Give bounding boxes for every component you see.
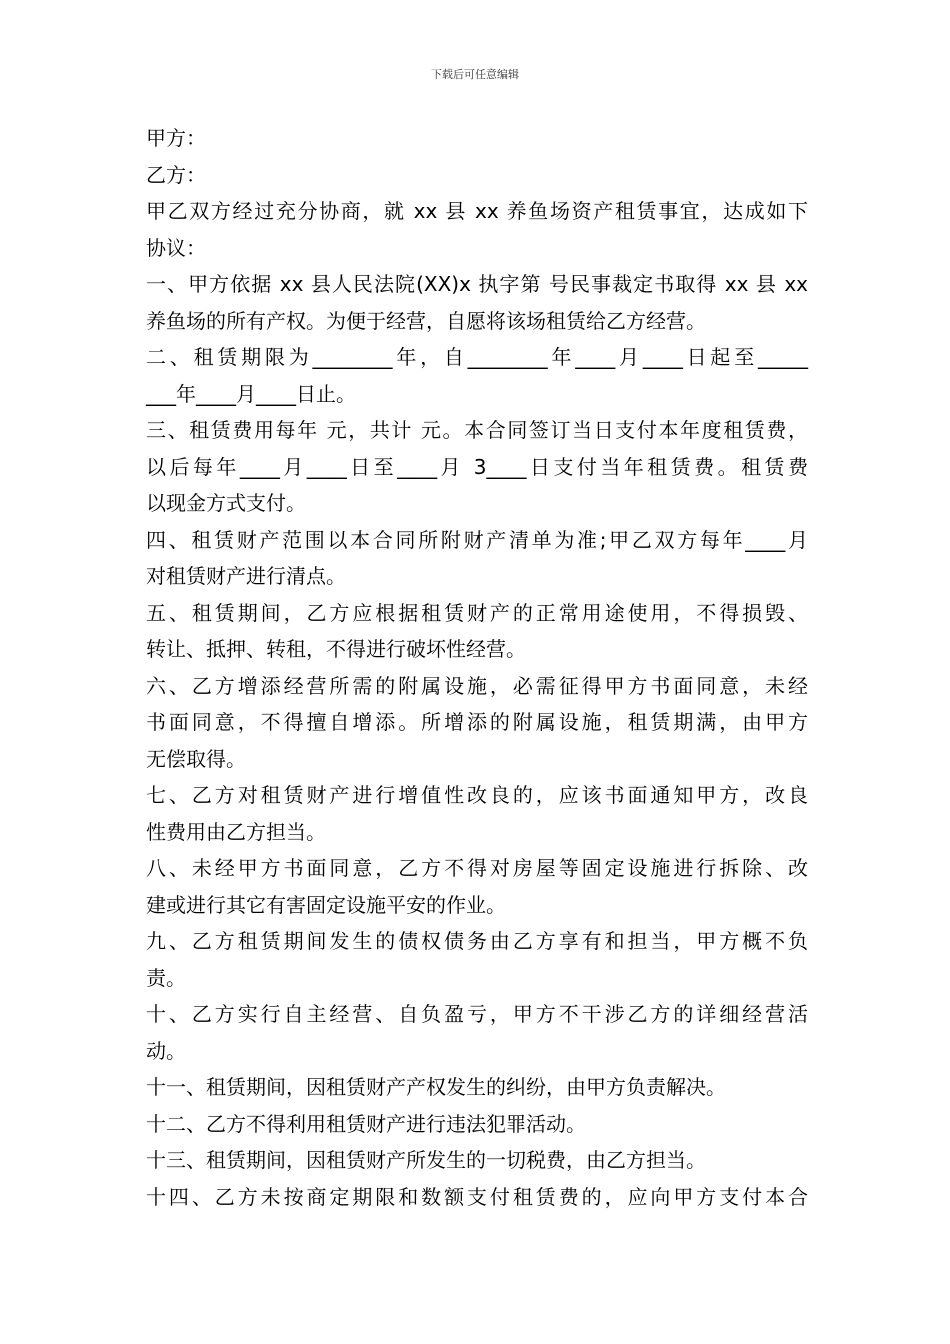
text-line: 以后每年____月____日至____月 3____日支付当年租赁费。租赁费 <box>146 454 808 479</box>
text-line: 九、乙方租赁期间发生的债权债务由乙方享有和担当，甲方概不负 <box>146 929 808 953</box>
text-line: 性费用由乙方担当。 <box>146 819 326 844</box>
text-line: 八、未经甲方书面同意，乙方不得对房屋等固定设施进行拆除、改 <box>146 856 808 880</box>
text-line: 乙方： <box>146 162 206 187</box>
text-line: 三、租赁费用每年 元，共计 元。本合同签订当日支付本年度租赁费， <box>146 418 808 442</box>
page-header: 下载后可任意编辑 <box>431 68 519 81</box>
text-line: 十一、租赁期间，因租赁财产产权发生的纠纷，由甲方负责解决。 <box>146 1075 726 1099</box>
text-line: 对租赁财产进行清点。 <box>146 564 346 588</box>
text-line: ___年____月____日止。 <box>146 381 356 406</box>
text-line: 十、乙方实行自主经营、自负盈亏，甲方不干涉乙方的详细经营活 <box>146 1002 808 1026</box>
text-line: 转让、抵押、转租，不得进行破坏性经营。 <box>146 637 526 661</box>
text-line: 七、乙方对租赁财产进行增值性改良的，应该书面通知甲方，改良 <box>146 783 808 807</box>
text-line: 一、甲方依据 xx 县人民法院(XX)x 执字第 号民事裁定书取得 xx 县 xx <box>146 272 808 296</box>
text-line: 以现金方式支付。 <box>146 491 306 515</box>
text-line: 无偿取得。 <box>146 746 246 771</box>
text-line: 四、租赁财产范围以本合同所附财产清单为准;甲乙双方每年____月 <box>146 527 808 552</box>
text-line: 责。 <box>146 965 186 990</box>
text-line: 五、租赁期间，乙方应根据租赁财产的正常用途使用，不得损毁、 <box>146 600 808 625</box>
document-body <box>146 120 808 1215</box>
text-line: 十四、乙方未按商定期限和数额支付租赁费的，应向甲方支付本合 <box>146 1184 808 1209</box>
text-line: 养鱼场的所有产权。为便于经营，自愿将该场租赁给乙方经营。 <box>146 308 706 333</box>
text-line: 十三、租赁期间，因租赁财产所发生的一切税费，由乙方担当。 <box>146 1148 706 1172</box>
text-line: 协议： <box>146 235 206 260</box>
text-line: 十二、乙方不得利用租赁财产进行违法犯罪活动。 <box>146 1111 586 1136</box>
text-line: 书面同意，不得擅自增添。所增添的附属设施，租赁期满，由甲方 <box>146 710 808 734</box>
text-line: 甲方： <box>146 126 206 150</box>
text-line: 甲乙双方经过充分协商，就 xx 县 xx 养鱼场资产租赁事宜，达成如下 <box>146 199 808 223</box>
text-line: 二、租赁期限为________年，自________年____月____日起至_____ <box>146 345 808 369</box>
text-line: 动。 <box>146 1038 186 1063</box>
text-line: 建或进行其它有害固定设施平安的作业。 <box>146 892 506 917</box>
text-line: 六、乙方增添经营所需的附属设施，必需征得甲方书面同意，未经 <box>146 673 808 698</box>
